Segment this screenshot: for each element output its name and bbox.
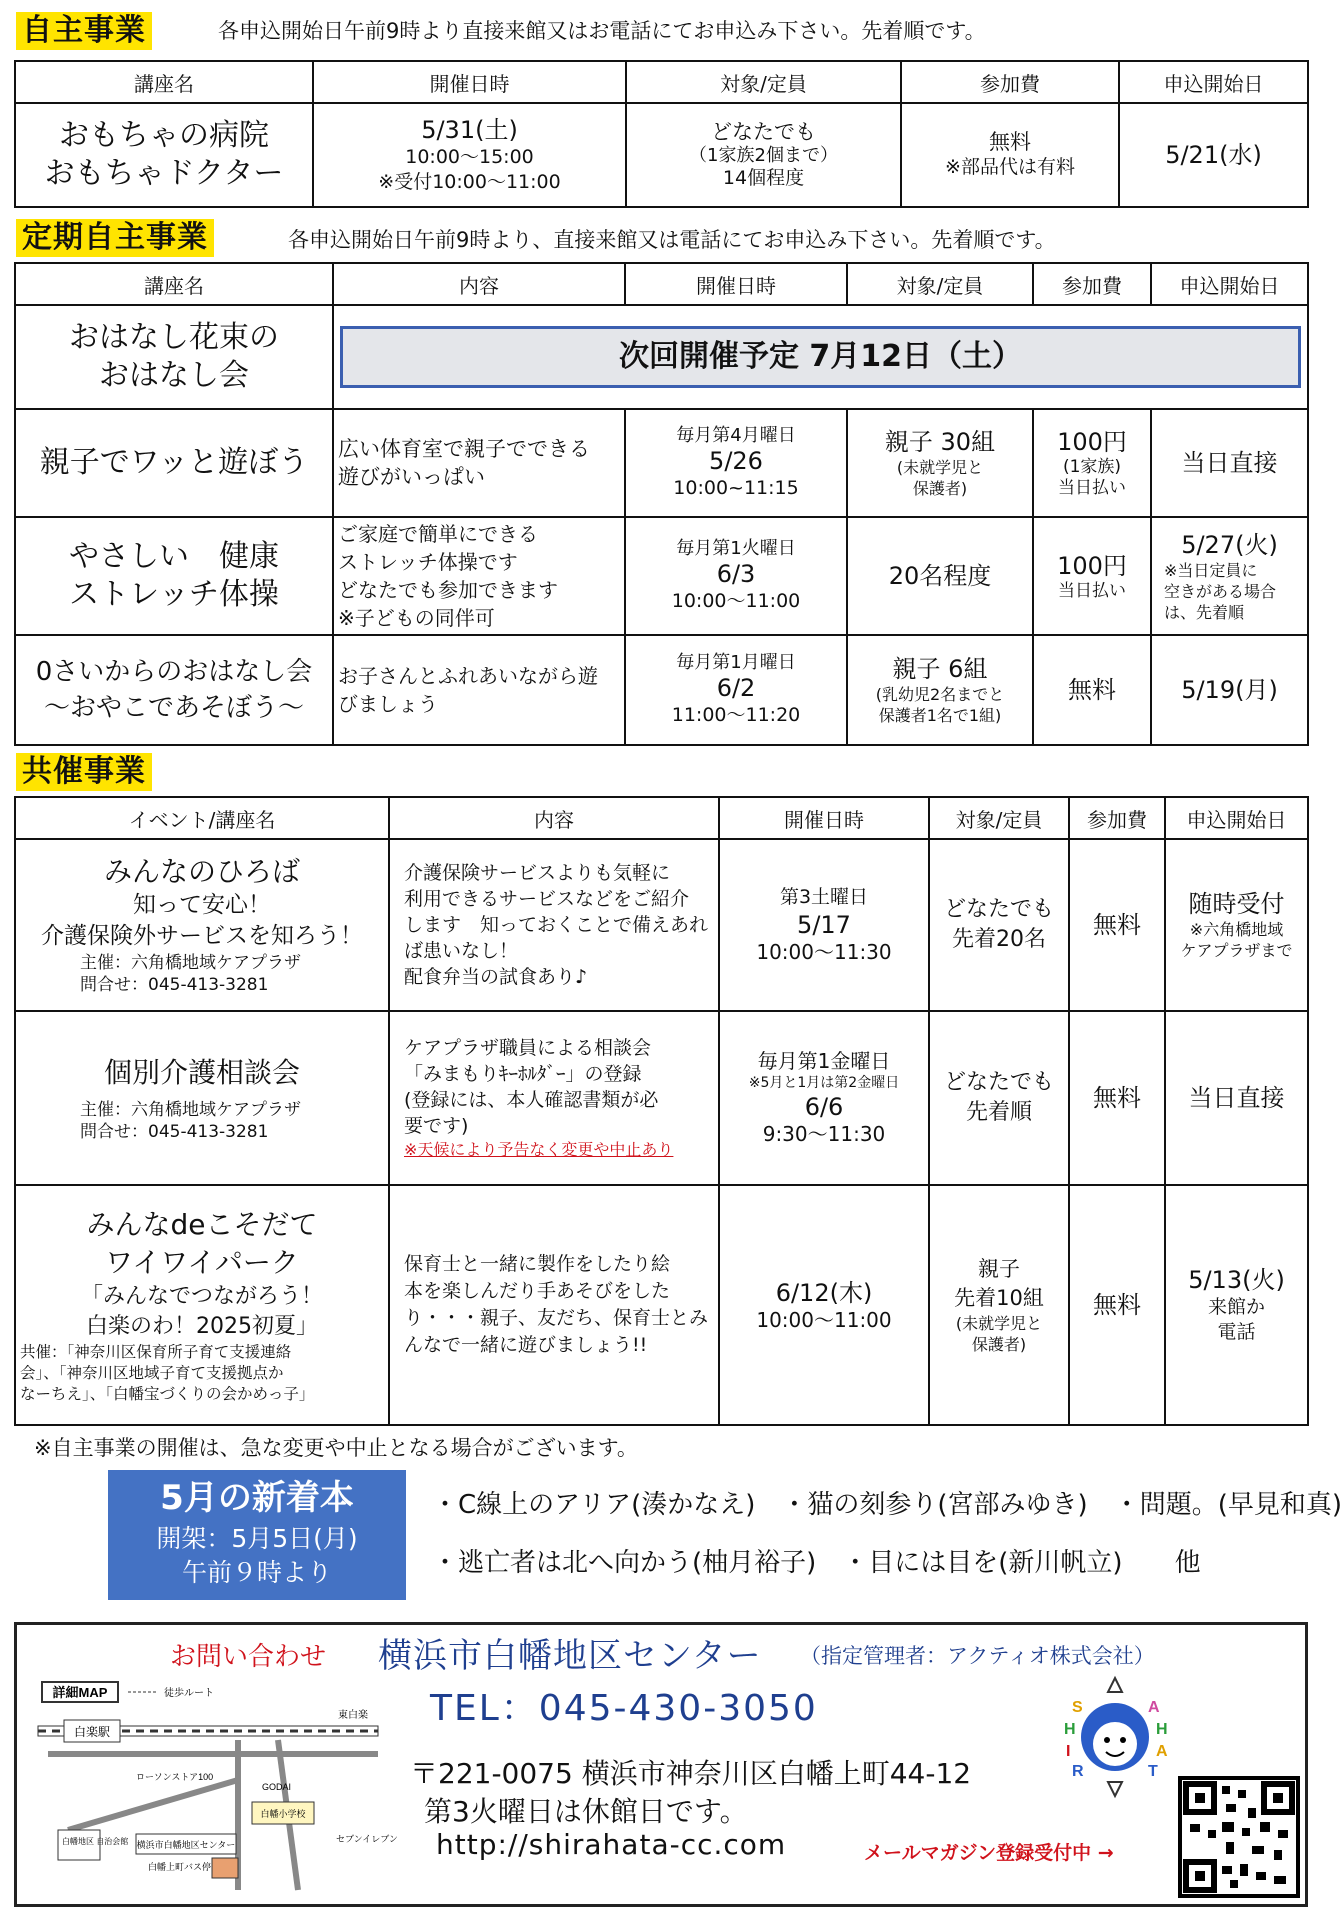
time: 10:00～11:00 [671, 590, 801, 612]
map-seven: セブンイレブン [336, 1834, 398, 1844]
section-title-jishu: 自主事業 [16, 12, 152, 50]
new-books-box [108, 1470, 406, 1600]
event-name: おはなし花束の おはなし会 [15, 305, 333, 409]
event-target [847, 635, 1033, 745]
date: 6/12(木) [775, 1278, 873, 1307]
event-name: みんなのひろば [103, 855, 300, 888]
svg-text:T: T [1148, 1763, 1158, 1780]
col-header: 対象/定員 [847, 263, 1033, 305]
time: 9:30～11:30 [762, 1122, 886, 1146]
date-note: ※5月と1月は第2金曜日 [748, 1075, 900, 1091]
date-main: 5/31(土) [421, 116, 518, 144]
event-content: 保育士と一緒に製作をしたり絵 本を楽しんだり手あそびをした り・・・親子、友だち、保育士とみ んなで一緒に遊びましょう!! [389, 1185, 719, 1425]
date: 5/26 [709, 447, 763, 475]
event-organizer: 主催：六角橋地域ケアプラザ 問合せ：045-413-3281 [80, 1100, 301, 1142]
event-start [1165, 1185, 1308, 1425]
event-content: 広い体育室で親子でできる 遊びがいっぱい [333, 409, 625, 517]
table-teiki [14, 262, 1309, 746]
date-note: ※受付10:00～11:00 [378, 171, 561, 193]
event-organizer: 共催：「神奈川区保育所子育て支援連絡 会」、「神奈川区地域子育て支援拠点か なーちえ」、「白幡宝づくりの会かめっ子」 [20, 1342, 315, 1403]
event-content: ケアプラザ職員による相談会 「みまもりｷｰﾎﾙﾀﾞｰ」の登録 (登録には、本人確認書類が必 要です) [404, 1037, 659, 1137]
svg-text:H: H [1156, 1721, 1168, 1738]
date-time: 10:00～15:00 [405, 146, 534, 168]
event-date [625, 409, 847, 517]
fee-note: (1家族) 当日払い [1058, 457, 1126, 498]
col-header: 参加費 [1069, 797, 1165, 839]
closed-day: 第3火曜日は休館日です。 [424, 1795, 748, 1828]
target-cap: 14個程度 [722, 166, 805, 189]
col-header: 申込開始日 [1119, 61, 1308, 103]
mascot-icon [1050, 1672, 1180, 1802]
fee-note: 当日払い [1058, 580, 1126, 601]
section-title-kyosai: 共催事業 [16, 753, 152, 791]
svg-text:R: R [1072, 1763, 1084, 1780]
event-warning: ※天候により予告なく変更や中止あり [404, 1140, 674, 1159]
start: 随時受付 [1188, 890, 1285, 918]
new-books-list-1: ・C線上のアリア(湊かなえ) ・猫の刻参り(宮部みゆき) ・問題。(早見和真) [432, 1490, 1342, 1520]
center-name: 横浜市白幡地区センター [378, 1636, 762, 1676]
table-row [15, 1011, 1308, 1185]
time: 10:00~11:15 [673, 477, 799, 499]
event-fee [901, 103, 1119, 207]
date: 6/3 [716, 560, 756, 588]
start-note: 来館か 電話 [1207, 1296, 1265, 1343]
event-date [719, 1185, 929, 1425]
table-row [15, 409, 1308, 517]
event-organizer: 主催：六角橋地域ケアプラザ 問合せ：045-413-3281 [80, 953, 301, 995]
fee: 無料 [989, 130, 1031, 154]
event-date [719, 1011, 929, 1185]
col-header: 対象/定員 [929, 797, 1069, 839]
table-row [15, 1185, 1308, 1425]
event-fee: 無料 [1069, 839, 1165, 1011]
map-godai: GODAI [262, 1782, 292, 1792]
event-subtitle: 知って安心！ 介護保険外サービスを知ろう！ [41, 892, 363, 949]
mail-magazine-link[interactable]: メールマガジン登録受付中 → [864, 1842, 1114, 1864]
event-name-cell [15, 1011, 389, 1185]
new-books-date: 開架：5月5日(月) [156, 1524, 358, 1553]
table-row [15, 635, 1308, 745]
event-date [625, 517, 847, 635]
event-fee: 無料 [1033, 635, 1151, 745]
date-rule: 毎月第4月曜日 [676, 425, 796, 446]
date-rule: 毎月第1火曜日 [676, 538, 796, 559]
event-target [847, 409, 1033, 517]
new-books-time: 午前９時より [181, 1558, 332, 1587]
section-note-jishu: 各申込開始日午前9時より直接来館又はお電話にてお申込み下さい。先着順です。 [218, 19, 986, 43]
event-start: 当日直接 [1151, 409, 1308, 517]
target-note: (未就学児と 保護者) [955, 1314, 1043, 1354]
col-header: 申込開始日 [1151, 263, 1308, 305]
col-header: 内容 [389, 797, 719, 839]
event-target: どなたでも 先着順 [929, 1011, 1069, 1185]
target-note: （1家族2個まで） [689, 144, 838, 166]
center-url[interactable]: http://shirahata-cc.com [436, 1828, 787, 1861]
event-start [1151, 517, 1308, 635]
event-date [313, 103, 626, 207]
event-name: 0さいからのおはなし会 ～おやこであそぼう～ [15, 635, 333, 745]
event-name-cell [15, 839, 389, 1011]
target-note: (乳幼児2名までと 保護者1名で1組) [875, 685, 1005, 725]
map-station: 白楽駅 [73, 1725, 111, 1739]
event-target [929, 1185, 1069, 1425]
date: 6/6 [804, 1093, 844, 1121]
start: 5/27(火) [1181, 530, 1278, 559]
svg-text:H: H [1064, 1721, 1076, 1738]
center-address: 〒221-0075 横浜市神奈川区白幡上町44-12 [410, 1757, 972, 1790]
event-date [625, 635, 847, 745]
svg-text:I: I [1066, 1743, 1071, 1760]
date: 6/2 [716, 674, 756, 702]
map-east-hakuraku: 東白楽 [338, 1710, 368, 1721]
map-route-label: 徒歩ルート [164, 1688, 214, 1699]
col-header: 参加費 [1033, 263, 1151, 305]
event-target [626, 103, 901, 207]
table-row [15, 839, 1308, 1011]
event-content: ご家庭で簡単にできる ストレッチ体操です どなたでも参加できます ※子どもの同伴可 [333, 517, 625, 635]
fee: 100円 [1057, 551, 1127, 580]
svg-text:A: A [1148, 1699, 1160, 1716]
col-header: 申込開始日 [1165, 797, 1308, 839]
time: 10:00～11:30 [756, 940, 892, 964]
target: 親子 30組 [884, 428, 996, 456]
map-hall: 白幡地区 自治会館 [62, 1837, 129, 1846]
event-content: お子さんとふれあいながら遊 びましょう [333, 635, 625, 745]
date-rule: 毎月第1金曜日 [757, 1049, 891, 1073]
event-fee [1033, 517, 1151, 635]
section-title-teiki: 定期自主事業 [16, 219, 214, 257]
contact-label: お問い合わせ [170, 1642, 327, 1672]
target: 親子 先着10組 [954, 1257, 1044, 1310]
col-header: 開催日時 [625, 263, 847, 305]
col-header: 開催日時 [313, 61, 626, 103]
center-manager: （指定管理者：アクティオ株式会社） [800, 1644, 1155, 1668]
event-name: 個別介護相談会 [103, 1056, 300, 1089]
new-books-list-2: ・逃亡者は北へ向かう(柚月裕子) ・目には目を(新川帆立) 他 [432, 1548, 1201, 1578]
col-header: 参加費 [901, 61, 1119, 103]
target-note: (未就学児と 保護者) [896, 458, 984, 498]
map-school: 白幡小学校 [260, 1809, 306, 1819]
date-rule: 第3土曜日 [779, 886, 869, 908]
fee: 100円 [1057, 428, 1127, 456]
start-note: ※六角橋地域 ケアプラザまで [1180, 920, 1293, 960]
svg-text:S: S [1072, 1699, 1083, 1716]
event-subtitle: 「みんなでつながろう！ 白楽のわ！2025初夏」 [80, 1283, 323, 1339]
event-start [1165, 839, 1308, 1011]
event-target: 20名程度 [847, 517, 1033, 635]
event-fee: 無料 [1069, 1185, 1165, 1425]
date-rule: 毎月第1月曜日 [676, 652, 796, 673]
col-header: 対象/定員 [626, 61, 901, 103]
next-event-cell [333, 305, 1308, 409]
event-start: 5/21(水) [1119, 103, 1308, 207]
event-target: どなたでも 先着20名 [929, 839, 1069, 1011]
event-content: 介護保険サービスよりも気軽に 利用できるサービスなどをご紹介 します 知っておくことで備えあれ ば患いなし！ 配食弁当の試食あり♪ [389, 839, 719, 1011]
start-note: ※当日定員に 空きがある場合 は、先着順 [1164, 560, 1277, 622]
fee-note: ※部品代は有料 [945, 156, 1075, 178]
table-row [15, 103, 1308, 207]
table-row [15, 517, 1308, 635]
col-header: イベント/講座名 [15, 797, 389, 839]
target: 親子 6組 [892, 655, 988, 683]
center-tel: TEL：045-430-3050 [430, 1688, 818, 1729]
map-center: 横浜市白幡地区センター [136, 1840, 236, 1850]
col-header: 講座名 [15, 61, 313, 103]
svg-text:A: A [1156, 1743, 1168, 1760]
time: 10:00～11:00 [756, 1307, 892, 1332]
event-name-cell [15, 1185, 389, 1425]
event-fee: 無料 [1069, 1011, 1165, 1185]
col-header: 内容 [333, 263, 625, 305]
table-row [15, 305, 1308, 409]
table-kyosai [14, 796, 1309, 1426]
event-content-cell [389, 1011, 719, 1185]
map-title: 詳細MAP [52, 1685, 108, 1700]
event-name: やさしい 健康 ストレッチ体操 [15, 517, 333, 635]
event-start: 当日直接 [1165, 1011, 1308, 1185]
table-jishu [14, 60, 1309, 208]
access-map [38, 1680, 398, 1890]
footnote: ※自主事業の開催は、急な変更や中止となる場合がございます。 [34, 1436, 638, 1460]
section-note-teiki: 各申込開始日午前9時より、直接来館又は電話にてお申込み下さい。先着順です。 [288, 228, 1056, 252]
col-header: 講座名 [15, 263, 333, 305]
event-fee [1033, 409, 1151, 517]
col-header: 開催日時 [719, 797, 929, 839]
event-name: 親子でワッと遊ぼう [15, 409, 333, 517]
start: 5/13(火) [1188, 1266, 1285, 1294]
event-date [719, 839, 929, 1011]
map-lawson: ローソンストア100 [136, 1772, 214, 1782]
date: 5/17 [797, 911, 851, 939]
event-name: おもちゃの病院 おもちゃドクター [15, 103, 313, 207]
event-start: 5/19(月) [1151, 635, 1308, 745]
next-event-banner: 次回開催予定 7月12日（土） [340, 326, 1301, 388]
target: どなたでも [711, 119, 816, 144]
new-books-title: 5月の新着本 [160, 1478, 354, 1518]
map-bus-stop: 白幡上町バス停 [148, 1862, 212, 1872]
qr-code-icon[interactable] [1178, 1776, 1300, 1898]
event-name: みんなdeこそだて ワイワイパーク [86, 1207, 318, 1279]
time: 11:00～11:20 [671, 704, 801, 726]
